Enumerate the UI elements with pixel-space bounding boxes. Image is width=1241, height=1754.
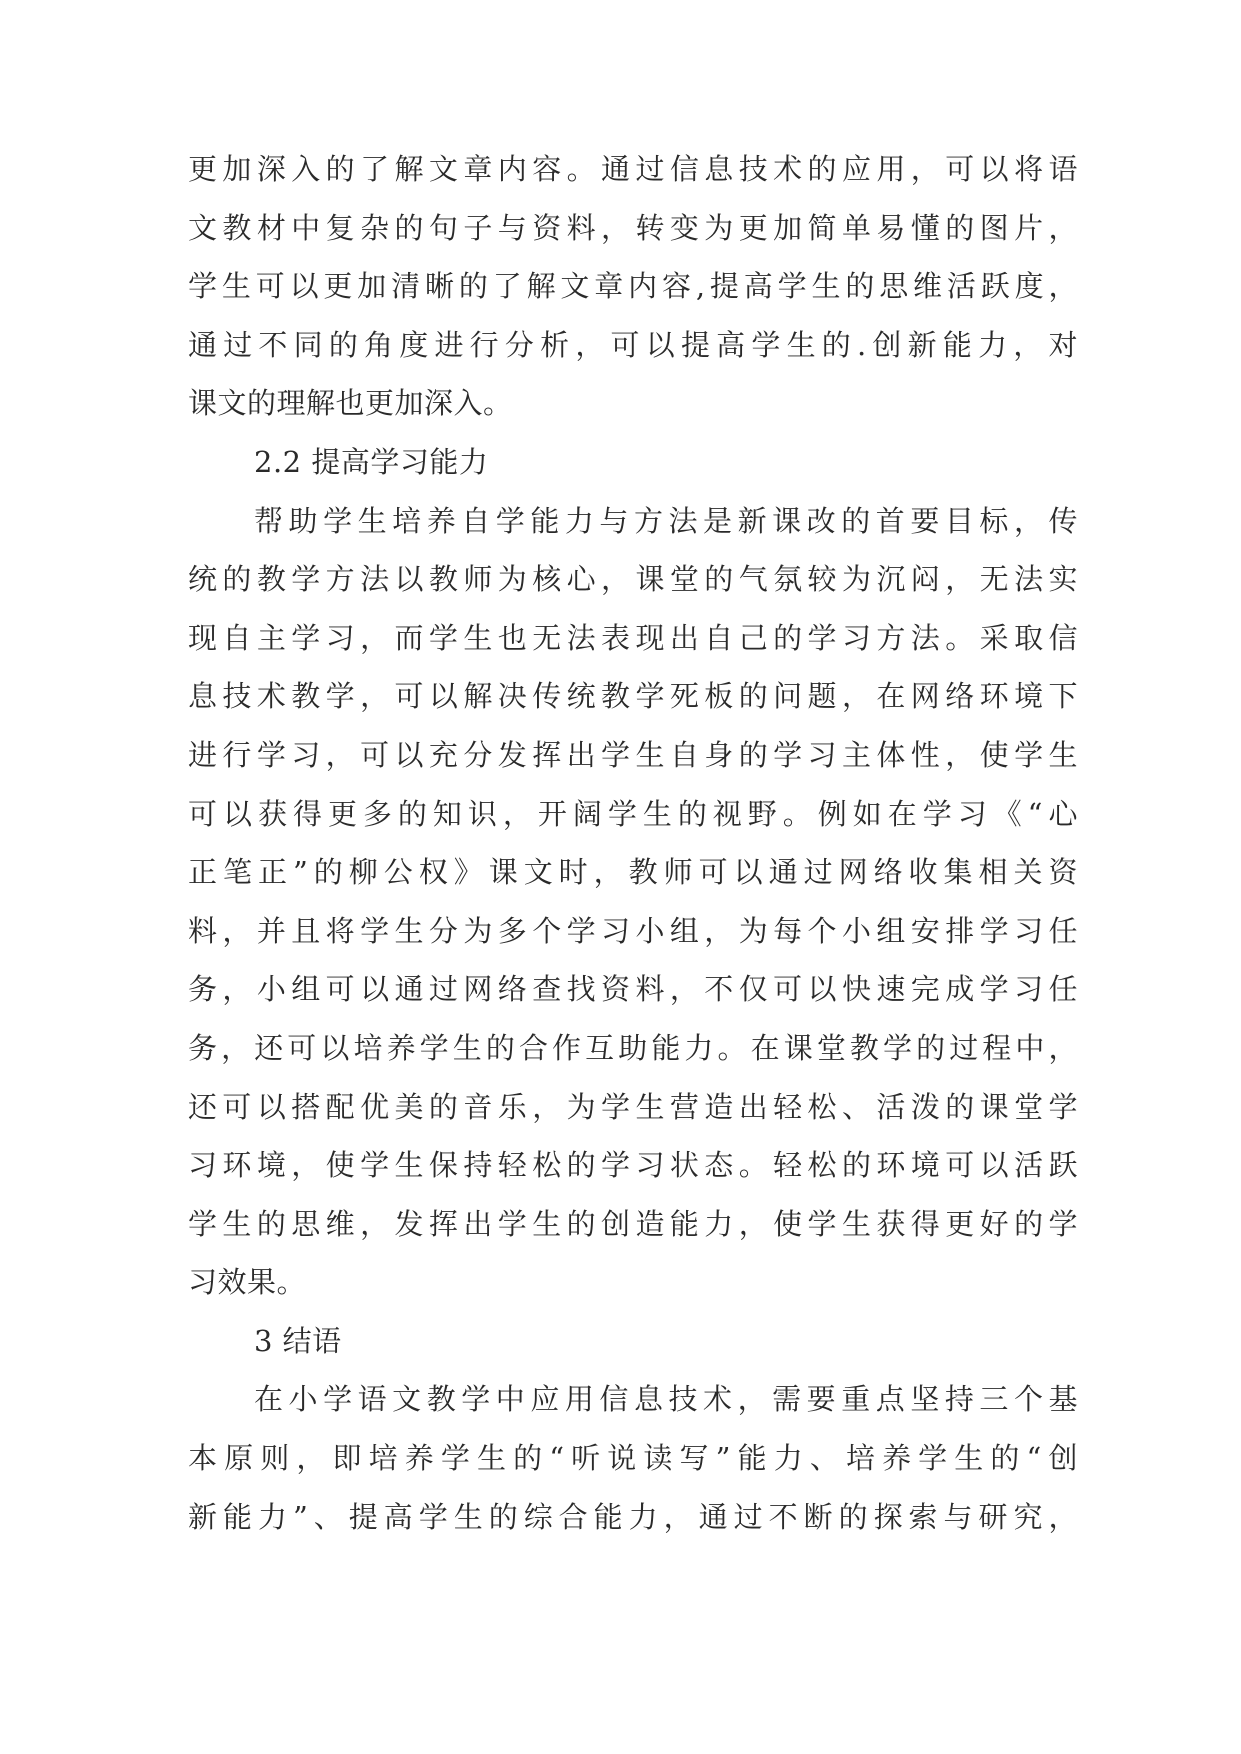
paragraph-line: 文教材中复杂的句子与资料，转变为更加简单易懂的图片， (188, 210, 1078, 245)
paragraph-line: 新能力”、提高学生的综合能力，通过不断的探索与研究， (188, 1499, 1078, 1534)
paragraph-line: 习环境，使学生保持轻松的学习状态。轻松的环境可以活跃 (188, 1148, 1078, 1183)
section-heading-2-2: 2.2 提高学习能力 (254, 444, 489, 479)
paragraph-line: 进行学习，可以充分发挥出学生自身的学习主体性，使学生 (188, 737, 1078, 772)
paragraph-line: 还可以搭配优美的音乐，为学生营造出轻松、活泼的课堂学 (188, 1089, 1078, 1124)
paragraph-line: 现自主学习，而学生也无法表现出自己的学习方法。采取信 (188, 620, 1078, 655)
paragraph-line: 料，并且将学生分为多个学习小组，为每个小组安排学习任 (188, 913, 1078, 948)
paragraph-line: 务，小组可以通过网络查找资料，不仅可以快速完成学习任 (188, 972, 1078, 1007)
paragraph-line: 在小学语文教学中应用信息技术，需要重点坚持三个基 (254, 1382, 1078, 1417)
section-heading-3: 3 结语 (254, 1323, 342, 1358)
paragraph-line: 通过不同的角度进行分析，可以提高学生的.创新能力，对 (188, 327, 1078, 362)
paragraph-line: 息技术教学，可以解决传统教学死板的问题，在网络环境下 (188, 679, 1078, 714)
paragraph-line: 学生的思维，发挥出学生的创造能力，使学生获得更好的学 (188, 1206, 1078, 1241)
paragraph-line: 务，还可以培养学生的合作互助能力。在课堂教学的过程中， (188, 1030, 1078, 1065)
paragraph-line: 可以获得更多的知识，开阔学生的视野。例如在学习《“心 (188, 796, 1078, 831)
paragraph-line: 更加深入的了解文章内容。通过信息技术的应用，可以将语 (188, 152, 1078, 186)
paragraph-line: 正笔正”的柳公权》课文时，教师可以通过网络收集相关资 (188, 855, 1078, 890)
paragraph-line: 统的教学方法以教师为核心，课堂的气氛较为沉闷，无法实 (188, 562, 1078, 597)
paragraph-line: 学生可以更加清晰的了解文章内容,提高学生的思维活跃度， (188, 269, 1078, 304)
paragraph-line: 本原则，即培养学生的“听说读写”能力、培养学生的“创 (188, 1441, 1078, 1476)
body-text (188, 140, 1078, 1546)
paragraph-line: 帮助学生培养自学能力与方法是新课改的首要目标，传 (254, 503, 1078, 538)
paragraph-line: 课文的理解也更加深入。 (188, 386, 513, 421)
paragraph-line: 习效果。 (188, 1265, 307, 1300)
